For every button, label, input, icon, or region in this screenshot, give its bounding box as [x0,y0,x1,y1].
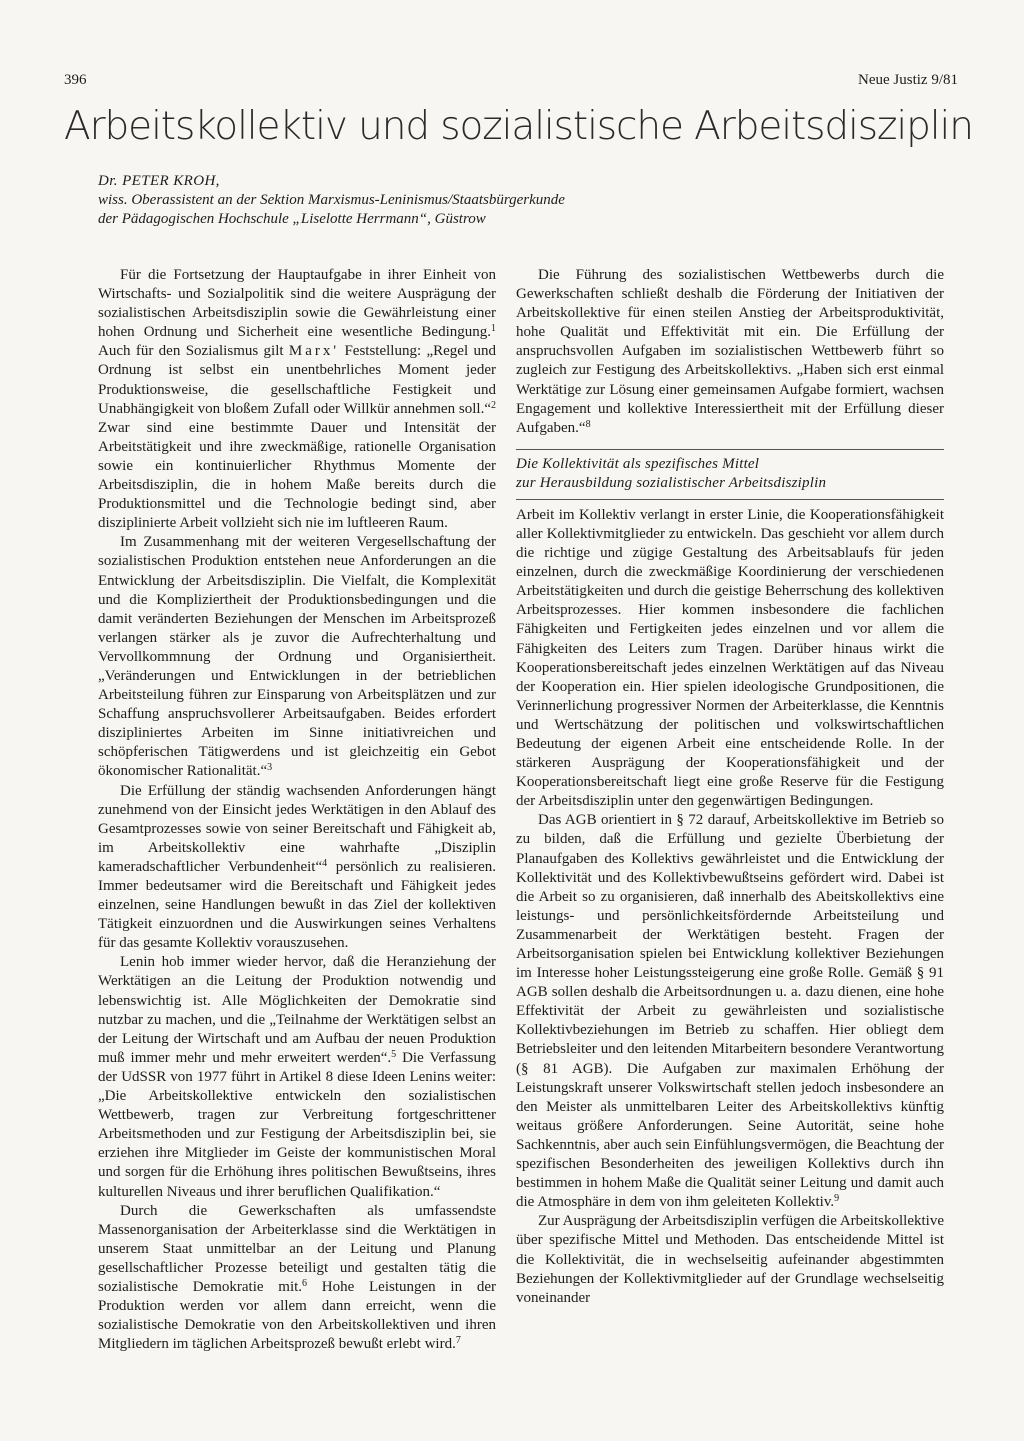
author-role-line-2: der Pädagogischen Hochschule „Liselotte Herrmann“, Güstrow [98,211,486,227]
text-run: persönlich zu realisieren. Immer bedeutsamer wird die Bereitschaft und Fähigkeit jedes einzelnen, seine Handlungen bewußt in das Ziel der kollektiven Tätigkeit einzuordnen und die Auswirkungen seines Verhaltens für das gesamte Kollektiv vorauszusehen. [98,858,496,952]
paragraph [98,953,496,1201]
paragraph [98,266,496,533]
section-heading [516,455,944,493]
author-block [98,172,858,229]
footnote-ref: 5 [391,1048,397,1060]
section-divider [516,499,944,500]
article-title: Arbeitskollektiv und sozialistische Arbeitsdisziplin [64,104,973,149]
footnote-ref: 2 [491,399,496,411]
author-name: Dr. PETER KROH, [98,173,220,189]
paragraph [98,782,496,954]
page-header [64,72,958,89]
footnote-ref: 9 [834,1193,840,1205]
section-divider [516,449,944,450]
text-run: Hohe Leistungen in der Produktion werden vor allem dann erreicht, wenn die sozialistische Demokratie von den Arbeitskollektiven und ihren Mitgliedern im täglichen Arbeitsprozeß bewußt erlebt wird. [98,1278,496,1353]
journal-issue: Neue Justiz 9/81 [858,72,958,88]
paragraph [516,811,944,1212]
emphasized-name: Marx' [288,343,340,360]
footnote-ref: 1 [491,323,496,335]
text-run: Das AGB orientiert in § 72 darauf, Arbeitskollektive im Betrieb so zu bilden, daß die Erfüllung und gezielte Überbietung der Planaufgaben des Kollektivs gewährleistet und die Entwicklung der Kollektivität und des Kollektivbewußtseins gefördert wird. Dabei ist die Arbeit so zu organisieren, daß innerhalb des Abeitskollektivs eine leistungs- und persönlichkeitsfördernde Arbeitsteilung und Zusammenarbeit der Werktätigen besteht. Fragen der Arbeitsorganisation spielen bei Entwicklung kollektiver Beziehungen im Interesse hoher Leistungssteigerung eine große Rolle. Gemäß § 91 AGB sollen deshalb die Arbeitsordnungen u. a. dazu dienen, eine hohe Effektivität der Arbeit zu gewährleisten und sozialistische Kollektivbeziehungen im Betrieb zu schaffen. Hier obliegt dem Betriebsleiter und den leitenden Mitarbeitern besondere Verantwortung (§ 81 AGB). Die Aufgaben zur maximalen Erhöhung der Leistungskraft unserer Volkswirtschaft stellen jedoch insbesondere an den Meister als unmittelbaren Leiter des Arbeitskollektivs künftig weitaus größere Anforderungen. Seine Autorität, seine hohe Sachkenntnis, aber auch sein Einfühlungsvermögen, die Beachtung der spezifischen Besonderheiten des jeweiligen Kollektivs durch ihn bestimmen in hohem Maße die Qualität seiner Leitung und damit auch die Atmosphäre in dem von ihm geleiteten Kollektiv. [516,812,944,1211]
text-run: Zwar sind eine bestimmte Dauer und Intensität der Arbeitstätigkeit und ihre zweckmäßige, rationelle Organisation sowie ein kontinuierlicher Rhythmus Momente der Arbeitsdisziplin, die in hohem Maße bereits durch die Produktionsmittel und die Technologie bedingt sind, aber disziplinierte Arbeit vollzieht sich nie im luftleeren Raum. [98,419,496,532]
text-run: Lenin hob immer wieder hervor, daß die Heranziehung der Werktätigen an die Leitung der Produktion notwendig und lebenswichtig ist. Alle Möglichkeiten der Demokratie sind nutzbar zu machen, und die „Teilnahme der Werktätigen selbst an der Leitung der Wirtschaft und am Aufbau der neuen Produktion muß immer mehr und mehr erweitert werden“. [98,954,496,1066]
author-role-line-1: wiss. Oberassistent an der Sektion Marxismus-Leninismus/Staatsbürgerkunde [98,192,565,208]
section-heading-line-1: Die Kollektivität als spezifisches Mittel [516,455,760,472]
paragraph: Zur Ausprägung der Arbeitsdisziplin verfügen die Arbeitskollektive über spezifische Mittel und Methoden. Das entscheidende Mittel ist die Kollektivität, die in wechselseitig aufeinander abgestimmten Beziehungen der Kollektivmitglieder auf der Grundlage wechselseitig voneinander [516,1213,944,1306]
paragraph [98,533,496,781]
footnote-ref: 6 [302,1277,308,1289]
footnote-ref: 8 [585,418,591,430]
text-run: Die Führung des sozialistischen Wettbewerbs durch die Gewerkschaften schließt deshalb die Förderung der Initiativen der Arbeitskollektive für einen steilen Anstieg der Arbeitsproduktivität, hohe Qualität und Effektivität mit ein. Die Erfüllung der anspruchsvollen Aufgaben im sozialistischen Wettbewerb führt so zugleich zur Festigung des Arbeitskollektivs. „Haben sich erst einmal Werktätige zur Lösung einer gemeinsamen Aufgabe formiert, wachsen Engagement und kollektive Interessiertheit mit der Erfüllung dieser Aufgaben.“ [516,267,944,436]
text-run: Die Erfüllung der ständig wachsenden Anforderungen hängt zunehmend von der Einsicht jedes Werktätigen in den Ablauf des Gesamtprozesses sowie von seiner Bereitschaft und Fähigkeit ab, im Arbeitskollektiv eine wahrhafte „Disziplin kameradschaftlicher Verbundenheit“ [98,782,496,875]
page-number: 396 [64,72,87,88]
text-run: Für die Fortsetzung der Hauptaufgabe in ihrer Einheit von Wirtschafts- und Sozialpolitik sind die weitere Ausprägung der sozialistischen Arbeitsdisziplin sowie die Gewährleistung einer hohen Ordnung und Sicherheit eine wesentliche Bedingung. [98,267,496,341]
paragraph [98,1202,496,1355]
right-column [516,266,944,1308]
text-run: Auch für den Sozialismus gilt [98,343,289,360]
text-run: Feststellung: „Regel und Ordnung ist selbst ein unentbehrliches Moment jeder Produktionsweise, die gesellschaftliche Festigkeit und Unabhängigkeit von bloßem Zufall oder Willkür annehmen soll.“ [98,343,496,417]
text-run: Die Verfassung der UdSSR von 1977 führt in Artikel 8 diese Ideen Lenins weiter: „Die Arbeitskollektive entwickeln den sozialistischen Wettbewerb, tragen zur Verbreitung fortgeschrittener Arbeitsmethoden und zur Festigung der Arbeitsdisziplin bei, sie erziehen ihre Mitglieder im Geiste der kommunistischen Moral und sorgen für die Erhöhung ihres politischen Bewußtseins, ihres kulturellen Niveaus und ihrer beruflichen Qualifikation.“ [98,1049,496,1200]
text-run: Im Zusammenhang mit der weiteren Vergesellschaftung der sozialistischen Produktion entstehen neue Anforderungen an die Entwicklung der Arbeitsdisziplin. Die Vielfalt, die Komplexität und die Kompliziertheit der Produktionsbedingungen und die damit veränderten Beziehungen der Menschen im Arbeitsprozeß verlangen stärker als je zuvor die Aufrechterhaltung und Vervollkommnung der Ordnung und Organisiertheit. „Veränderungen und Entwicklungen in der betrieblichen Arbeitsteilung führen zur Einsparung von Arbeitsplätzen und zur Schaffung anspruchsvollerer Arbeitsaufgaben. Beides erfordert diszipliniertes Arbeiten im Sinne initiativreichen und schöpferischen Tätigwerdens und ist gleichzeitig ein Gebot ökonomischer Rationalität.“ [98,534,496,780]
left-column [98,266,496,1354]
section-heading-line-2: zur Herausbildung sozialistischer Arbeitsdisziplin [516,474,827,491]
footnote-ref: 7 [455,1335,461,1347]
footnote-ref: 4 [322,857,328,869]
paragraph [516,266,944,438]
text-run: Durch die Gewerkschaften als umfassendste Massenorganisation der Arbeiterklasse sind die Werktätigen in unserem Staat unmittelbar an der Leitung und Planung gesellschaftlicher Prozesse beteiligt und gestalten tätig die sozialistische Demokratie mit. [98,1202,496,1295]
paragraph: Arbeit im Kollektiv verlangt in erster Linie, die Kooperationsfähigkeit aller Kollektivmitglieder zu entwickeln. Das geschieht vor allem durch die richtige und zügige Gestaltung des Arbeitsablaufs für jeden einzelnen, durch die zweckmäßige Koordinierung der verschiedenen Arbeitstätigkeiten und durch die geistige Beherrschung des kollektiven Arbeitsprozesses. Hier kommen insbesondere die fachlichen Fähigkeiten und Fertigkeiten jedes einzelnen und vor allem die Fähigkeiten des Leiters zum Tragen. Darüber hinaus wirkt die Kooperationsbereitschaft jedes einzelnen Werktätigen auf das Niveau der Kooperation ein. Hier spielen ideologische Grundpositionen, die Verinnerlichung progressiver Normen der Arbeiterklasse, die Kenntnis und Wertschätzung der politischen und volkswirtschaftlichen Bedeutung der eigenen Arbeit eine entscheidende Rolle. In der stärkeren Ausprägung der Kooperationsfähigkeit und der Kooperationsbereitschaft liegt eine große Reserve für die Festigung der Arbeitsdisziplin unter den gegenwärtigen Bedingungen. [516,506,944,810]
footnote-ref: 3 [267,762,273,774]
